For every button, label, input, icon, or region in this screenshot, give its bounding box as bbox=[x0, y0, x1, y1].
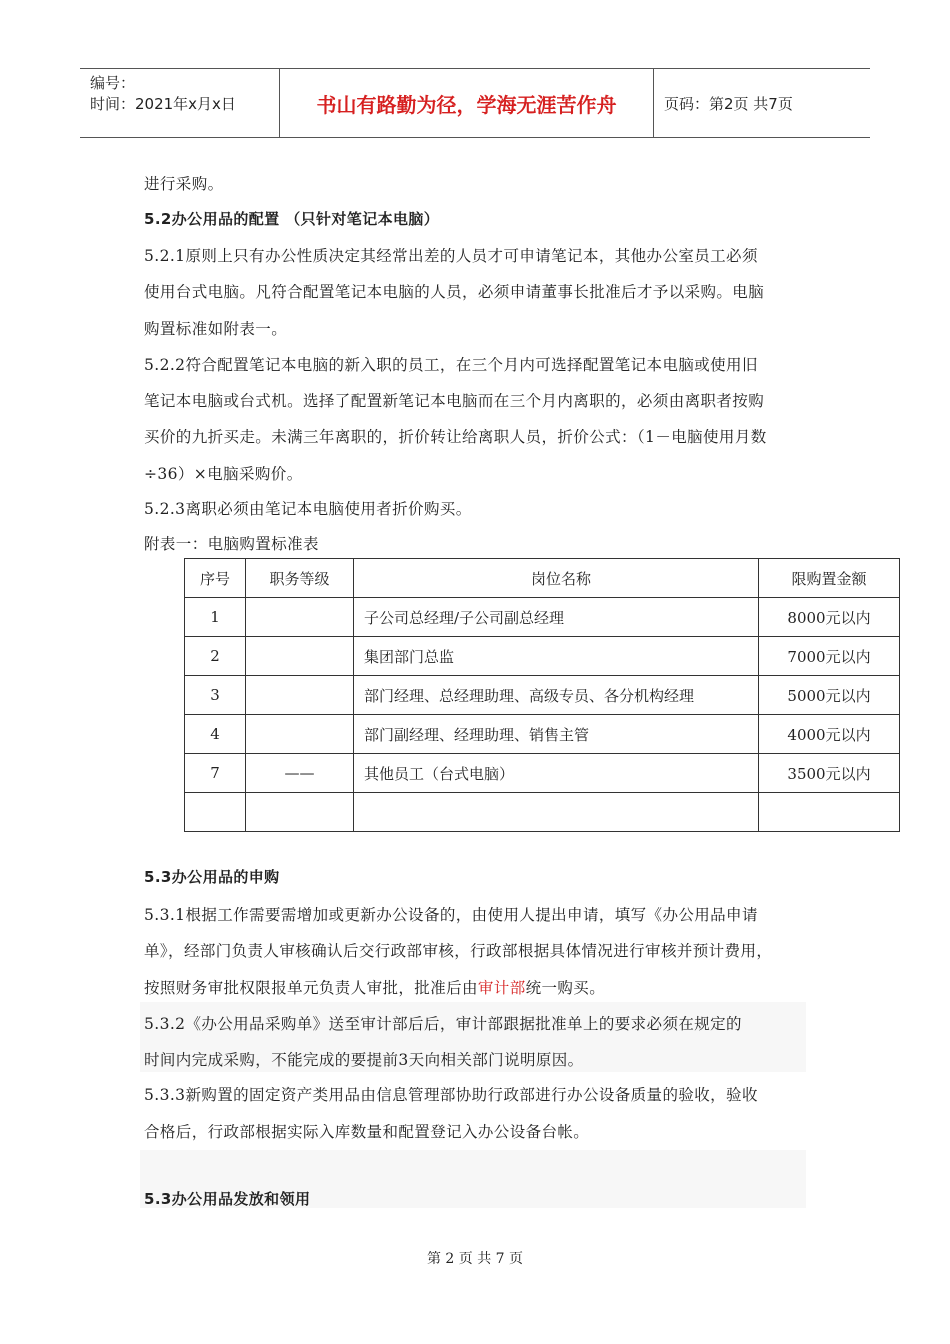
cell-limit: 7000元以内 bbox=[759, 637, 900, 676]
paragraph-5-3-1-line1: 5.3.1根据工作需要需增加或更新办公设备的，由使用人提出申请，填写《办公用品申请 bbox=[144, 906, 758, 924]
header-page-info: 页码：第2页 共7页 bbox=[664, 94, 793, 113]
paragraph-5-2-2-line1: 5.2.2符合配置笔记本电脑的新入职的员工，在三个月内可选择配置笔记本电脑或使用旧 bbox=[144, 356, 758, 374]
text-segment: 按照财务审批权限报单元负责人审批，批准后由 bbox=[144, 979, 478, 997]
cell-position: 子公司总经理/子公司副总经理 bbox=[354, 598, 759, 637]
cell-position: 部门副经理、经理助理、销售主管 bbox=[354, 715, 759, 754]
cell-limit: 4000元以内 bbox=[759, 715, 900, 754]
paragraph-5-3-2-line1: 5.3.2《办公用品采购单》送至审计部后后，审计部跟据批准单上的要求必须在规定的 bbox=[144, 1015, 742, 1033]
header-cell-limit: 限购置金额 bbox=[759, 559, 900, 598]
paragraph-continuation: 进行采购。 bbox=[144, 175, 224, 193]
table-row bbox=[185, 676, 900, 715]
cell-rank bbox=[246, 598, 354, 637]
header-motto: 书山有路勤为径，学海无涯苦作舟 bbox=[280, 69, 654, 137]
table-row bbox=[185, 715, 900, 754]
cell-position: 集团部门总监 bbox=[354, 637, 759, 676]
time-label: 时间：2021年x月x日 bbox=[90, 95, 236, 113]
cell-limit: 5000元以内 bbox=[759, 676, 900, 715]
paragraph-5-2-3: 5.2.3离职必须由笔记本电脑使用者折价购买。 bbox=[144, 500, 472, 518]
header-cell-rank: 职务等级 bbox=[246, 559, 354, 598]
cell-rank bbox=[246, 676, 354, 715]
table-row bbox=[185, 754, 900, 793]
cell-rank bbox=[246, 715, 354, 754]
paragraph-5-2-2-line3: 买价的九折买走。未满三年离职的，折价转让给离职人员，折价公式：（1－电脑使用月数 bbox=[144, 428, 767, 446]
paragraph-5-3-1-line3 bbox=[144, 976, 605, 998]
paragraph-5-2-2-line4: ÷36）×电脑采购价。 bbox=[144, 465, 303, 483]
paragraph-5-3-1-line2: 单》，经部门负责人审核确认后交行政部审核，行政部根据具体情况进行审核并预计费用， bbox=[144, 942, 773, 960]
text-segment: 统一购买。 bbox=[525, 979, 606, 997]
cell-position bbox=[354, 793, 759, 832]
page-footer: 第 2 页 共 7 页 bbox=[426, 1251, 524, 1267]
cell-limit: 8000元以内 bbox=[759, 598, 900, 637]
audit-dept-highlight: 审计部 bbox=[477, 979, 526, 997]
section-heading-5-2: 5.2办公用品的配置 （只针对笔记本电脑） bbox=[144, 210, 440, 228]
paragraph-5-2-1-line1: 5.2.1原则上只有办公性质决定其经常出差的人员才可申请笔记本，其他办公室员工必须 bbox=[144, 247, 758, 265]
cell-index: 2 bbox=[185, 637, 246, 676]
paragraph-5-2-1-line2: 使用台式电脑。凡符合配置笔记本电脑的人员，必须申请董事长批准后才予以采购。电脑 bbox=[144, 283, 765, 301]
cell-position: 其他员工（台式电脑） bbox=[354, 754, 759, 793]
table-row bbox=[185, 598, 900, 637]
cell-position: 部门经理、总经理助理、高级专员、各分机构经理 bbox=[354, 676, 759, 715]
cell-limit bbox=[759, 793, 900, 832]
page-header bbox=[80, 68, 870, 138]
cell-index bbox=[185, 793, 246, 832]
table-caption: 附表一：电脑购置标准表 bbox=[144, 535, 319, 553]
cell-limit: 3500元以内 bbox=[759, 754, 900, 793]
cell-rank bbox=[246, 793, 354, 832]
number-label: 编号： bbox=[90, 74, 136, 92]
table-header-row bbox=[185, 559, 900, 598]
cell-index: 4 bbox=[185, 715, 246, 754]
paragraph-5-3-3-line2: 合格后，行政部根据实际入库数量和配置登记入办公设备台帐。 bbox=[144, 1123, 590, 1141]
cell-index: 3 bbox=[185, 676, 246, 715]
table-row bbox=[185, 637, 900, 676]
cell-rank: —— bbox=[246, 754, 354, 793]
table-row-empty bbox=[185, 793, 900, 832]
header-meta bbox=[80, 69, 280, 137]
paragraph-5-3-2-line2: 时间内完成采购，不能完成的要提前3天向相关部门说明原因。 bbox=[144, 1051, 584, 1069]
paragraph-5-3-3-line1: 5.3.3新购置的固定资产类用品由信息管理部协助行政部进行办公设备质量的验收，验收 bbox=[144, 1086, 758, 1104]
cell-rank bbox=[246, 637, 354, 676]
paragraph-5-2-2-line2: 笔记本电脑或台式机。选择了配置新笔记本电脑而在三个月内离职的，必须由离职者按购 bbox=[144, 392, 765, 410]
section-heading-5-3-purchase: 5.3办公用品的申购 bbox=[144, 868, 280, 886]
paragraph-5-2-1-line3: 购置标准如附表一。 bbox=[144, 320, 288, 338]
section-heading-5-3-distribution: 5.3办公用品发放和领用 bbox=[144, 1190, 311, 1208]
computer-purchase-standard-table bbox=[184, 558, 900, 832]
cell-index: 7 bbox=[185, 754, 246, 793]
cell-index: 1 bbox=[185, 598, 246, 637]
header-cell-index: 序号 bbox=[185, 559, 246, 598]
header-cell-position: 岗位名称 bbox=[354, 559, 759, 598]
